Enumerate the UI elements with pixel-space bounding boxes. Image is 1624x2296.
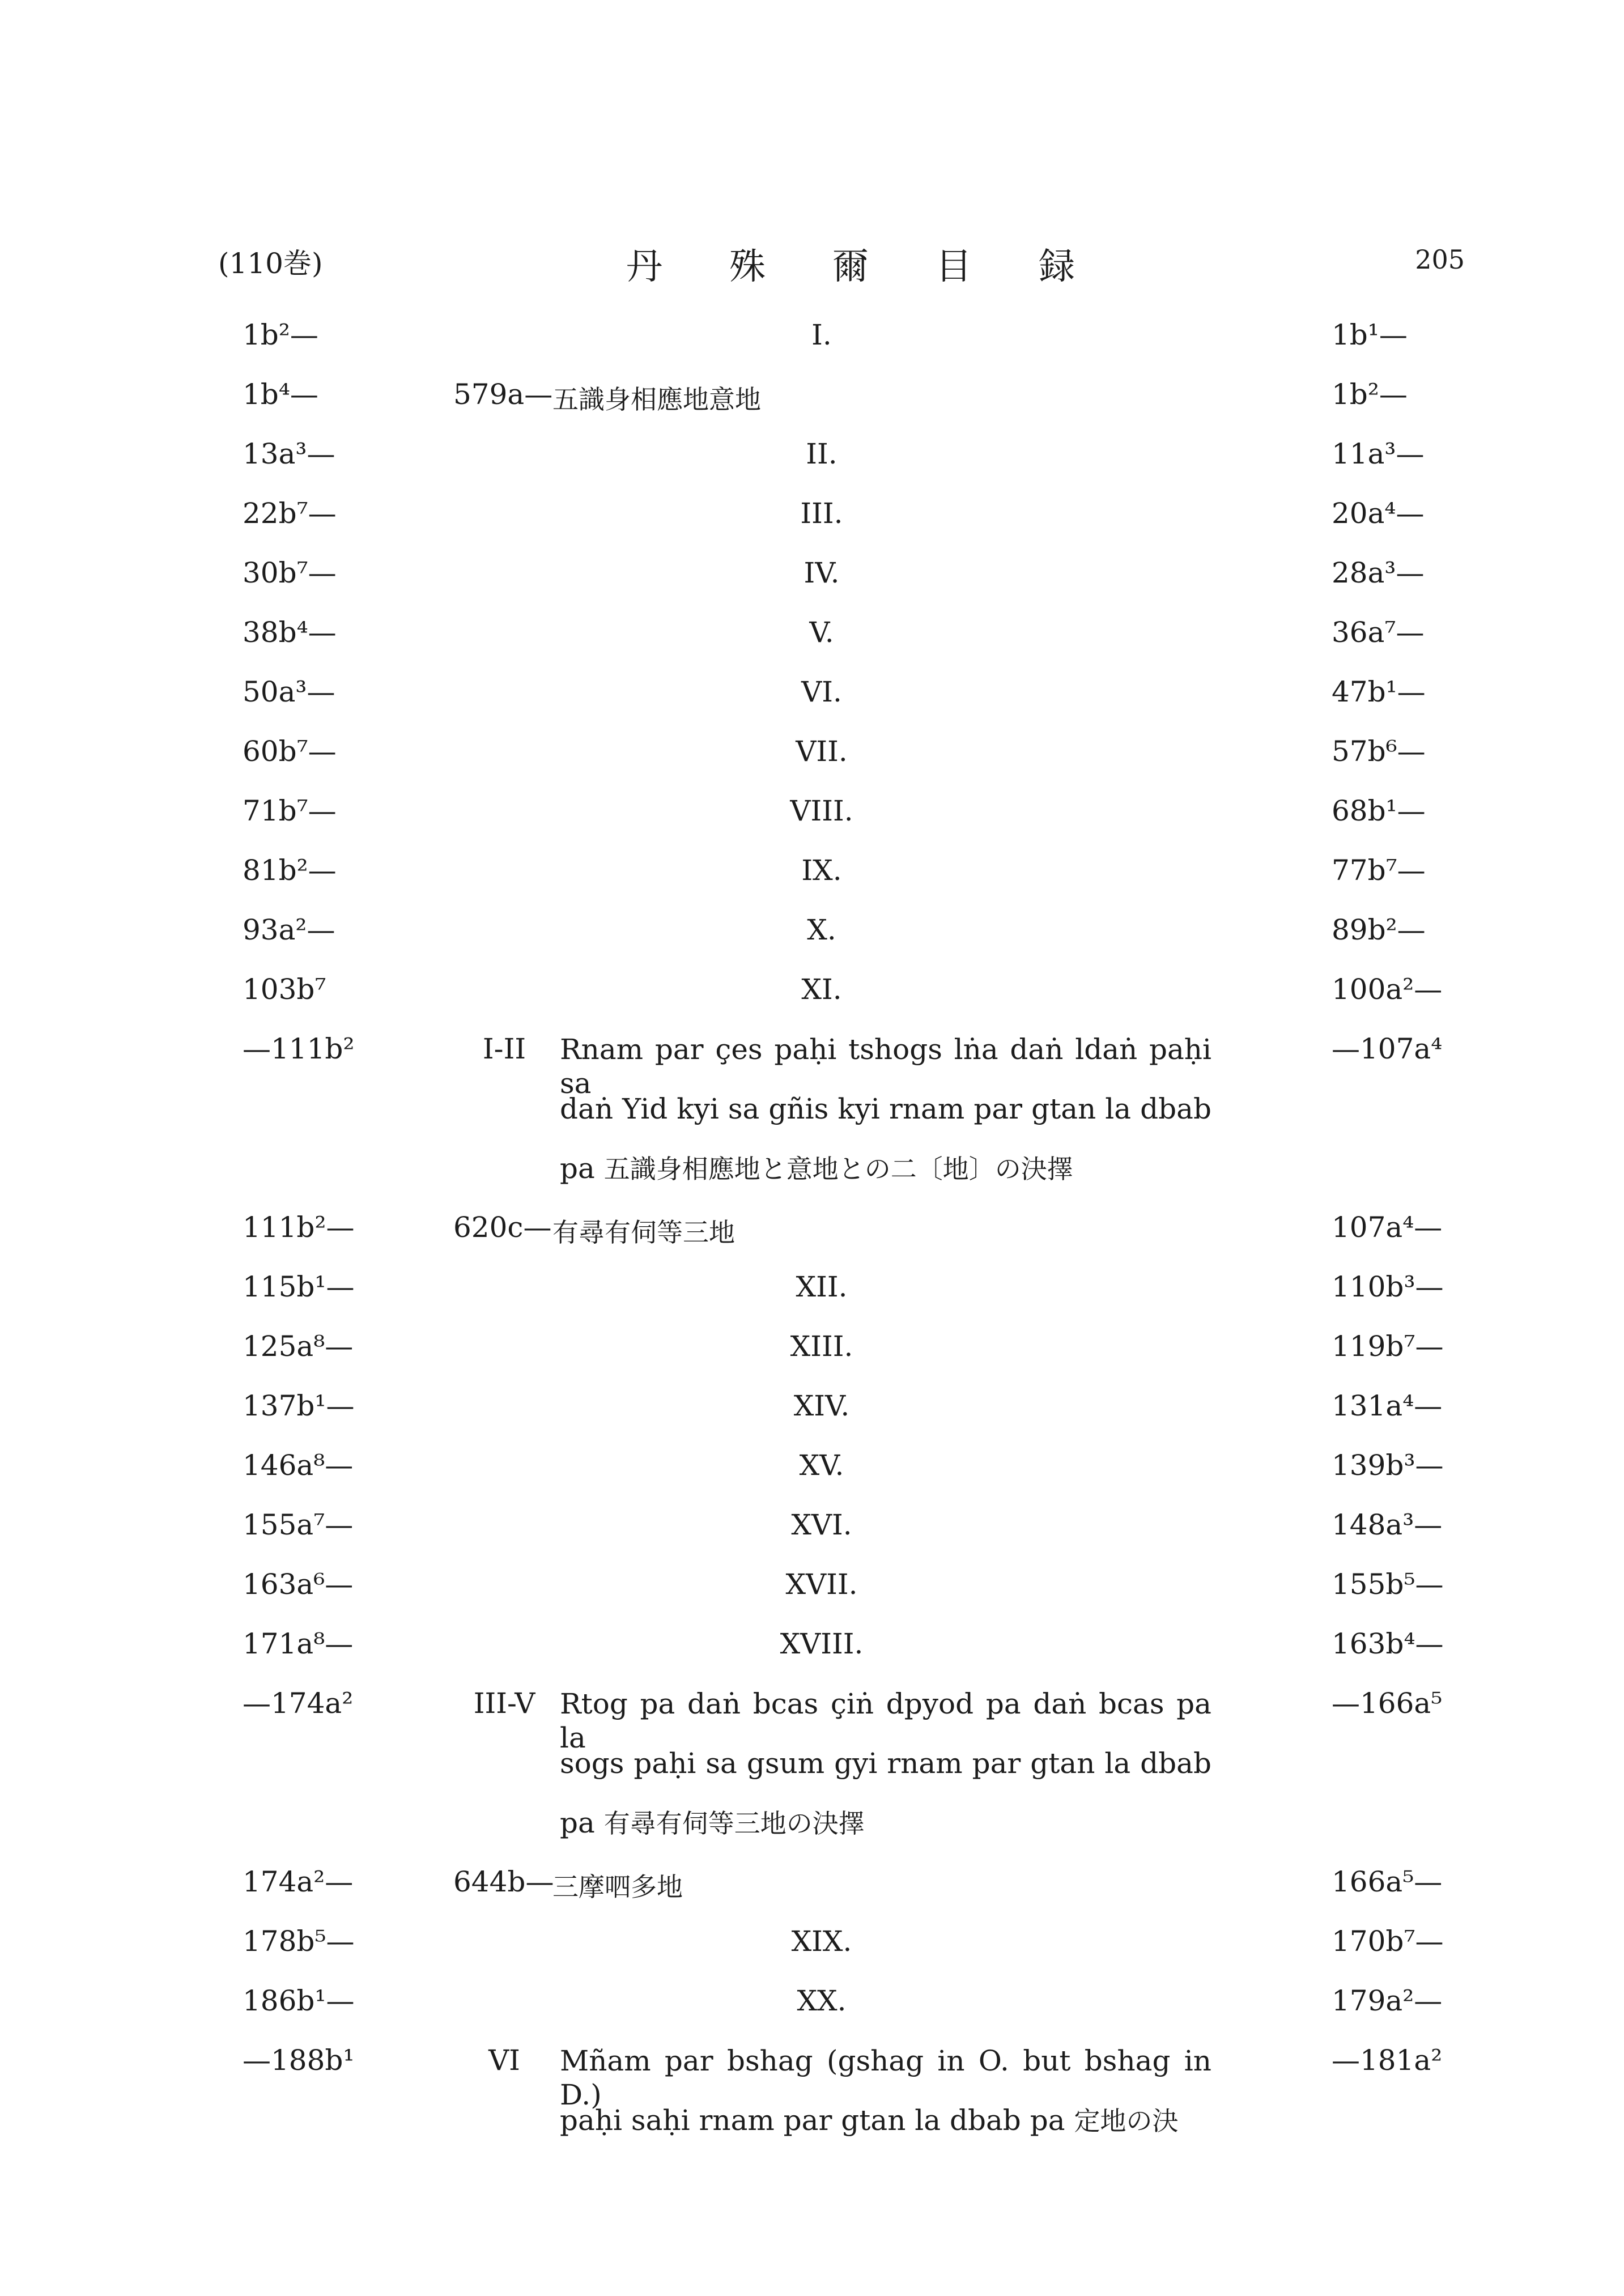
tibetan-title-line [560,2103,1211,2163]
left-folio: 137b¹— [243,1389,355,1422]
right-folio: 11a³— [1332,437,1425,470]
tibetan-title-line: Rnam par çes paḥi tshogs lṅa daṅ ldaṅ paḥi sa [560,1033,1211,1100]
section-range: I-II [482,1032,526,1065]
left-folio: 115b¹— [243,1270,355,1303]
right-folio: 47b¹— [1332,675,1426,708]
left-folio: 38b⁴— [243,616,337,649]
right-folio: —166a⁵ [1332,1687,1443,1720]
chapter-number: XVIII. [780,1627,864,1660]
chapter-number: IV. [804,556,840,589]
chapter-number: VII. [796,735,848,768]
left-folio: 174a²— [243,1865,354,1898]
page-title: 丹殊爾目録 [626,246,1142,288]
right-folio: 107a⁴— [1332,1211,1443,1244]
tibetan-text: paḥi saḥi rnam par gtan la dbab pa [560,2104,1065,2137]
table-row [0,1972,1624,2031]
right-folio: 1b²— [1332,378,1408,411]
taisho-ref: 620c— [453,1211,552,1244]
table-row [0,1555,1624,1615]
left-folio: 60b⁷— [243,735,337,768]
chapter-number: XVI. [791,1508,852,1541]
japanese-gloss: 有尋有伺等三地の決擇 [603,1808,865,1839]
left-folio: —174a² [243,1687,354,1720]
right-folio: 1b¹— [1332,318,1408,351]
japanese-gloss: 定地の決 [1074,2106,1179,2136]
right-folio: 148a³— [1332,1508,1443,1541]
chapter-number: XIX. [791,1925,852,1958]
chapter-number: IX. [801,854,842,887]
chapter-number: VIII. [790,794,853,827]
right-folio: 179a²— [1332,1984,1443,2017]
tibetan-title-line: Mñam par bshag (gshag in O. but bshag in D.) [560,2044,1211,2111]
left-folio: 13a³— [243,437,335,470]
right-folio: 131a⁴— [1332,1389,1443,1422]
table-row [0,722,1624,782]
japanese-title: 三摩呬多地 [552,1872,683,1902]
chapter-number: III. [800,497,843,530]
chapter-number: VI. [801,675,842,708]
chapter-number: I. [811,318,832,351]
left-folio: 81b²— [243,854,337,887]
table-row [0,1020,1624,1198]
table-row [0,1496,1624,1555]
japanese-gloss: 五識身相應地と意地との二〔地〕の決擇 [603,1154,1073,1184]
left-folio: 163a⁶— [243,1568,354,1601]
chapter-number: XII. [796,1270,848,1303]
chapter-number: XV. [799,1449,844,1482]
catalog-table [0,306,1624,2210]
chapter-number: V. [809,616,834,649]
page-number: 205 [1415,244,1465,275]
table-row [0,1615,1624,1674]
tibetan-text: pa [560,1806,595,1839]
tibetan-text: pa [560,1152,595,1185]
right-folio: 110b³— [1332,1270,1444,1303]
tibetan-title-block [560,1032,1211,1211]
right-folio: 100a²— [1332,973,1443,1006]
table-row [0,484,1624,544]
tibetan-title-line: daṅ Yid kyi sa gñis kyi rnam par gtan la dbab [560,1092,1211,1125]
left-folio: 186b¹— [243,1984,355,2017]
table-row [0,782,1624,841]
chapter-number: X. [807,913,836,946]
table-row [0,1258,1624,1317]
table-row [0,425,1624,484]
chapter-number: II. [806,437,837,470]
left-folio: 71b⁷— [243,794,337,827]
right-folio: 77b⁷— [1332,854,1426,887]
left-folio: —188b¹ [243,2044,355,2077]
left-folio: 50a³— [243,675,335,708]
table-row [0,841,1624,901]
table-row [0,1853,1624,1912]
table-row [0,1198,1624,1258]
chapter-number: XIV. [793,1389,850,1422]
left-folio: 171a⁸— [243,1627,354,1660]
table-row [0,1317,1624,1377]
table-row [0,960,1624,1020]
left-folio: 178b⁵— [243,1925,355,1958]
table-row [0,1377,1624,1436]
right-folio: —107a⁴ [1332,1032,1443,1065]
left-folio: 103b⁷ [243,973,326,1006]
table-row [0,306,1624,365]
left-folio: 155a⁷— [243,1508,354,1541]
chapter-number: XIII. [790,1330,853,1363]
right-folio: 36a⁷— [1332,616,1425,649]
left-folio: 1b²— [243,318,318,351]
left-folio: 93a²— [243,913,335,946]
left-folio: 1b⁴— [243,378,318,411]
table-row [0,544,1624,603]
table-row [0,603,1624,663]
left-folio: 111b²— [243,1211,355,1244]
right-folio: 166a⁵— [1332,1865,1443,1898]
left-folio: 146a⁸— [243,1449,354,1482]
right-folio: 155b⁵— [1332,1568,1444,1601]
tibetan-title-line: Rtog pa daṅ bcas çiṅ dpyod pa daṅ bcas pa la [560,1687,1211,1754]
right-folio: 28a³— [1332,556,1425,589]
tibetan-title-block [560,1687,1211,1865]
right-folio: 119b⁷— [1332,1330,1444,1363]
section-range: III-V [473,1687,535,1720]
page-header [218,241,1465,292]
right-folio: 170b⁷— [1332,1925,1444,1958]
volume-label: (110巻) [218,247,323,280]
chapter-number: XVII. [785,1568,858,1601]
tibetan-title-block [560,2044,1211,2163]
section-range: VI [488,2044,520,2077]
table-row [0,1436,1624,1496]
left-folio: —111b² [243,1032,355,1065]
left-folio: 22b⁷— [243,497,337,530]
right-folio: 139b³— [1332,1449,1444,1482]
japanese-title: 有尋有伺等三地 [552,1217,735,1248]
taisho-ref: 644b— [453,1865,554,1898]
chapter-number: XX. [797,1984,847,2017]
table-row [0,365,1624,425]
left-folio: 30b⁷— [243,556,337,589]
table-row [0,1674,1624,1853]
left-folio: 125a⁸— [243,1330,354,1363]
tibetan-title-line: sogs paḥi sa gsum gyi rnam par gtan la dbab [560,1747,1211,1780]
right-folio: 89b²— [1332,913,1426,946]
right-folio: 68b¹— [1332,794,1426,827]
table-row [0,663,1624,722]
table-row [0,2031,1624,2210]
right-folio: 20a⁴— [1332,497,1425,530]
taisho-ref: 579a— [453,378,553,411]
right-folio: —181a² [1332,2044,1443,2077]
chapter-number: XI. [801,973,842,1006]
table-row [0,901,1624,960]
japanese-title: 五識身相應地意地 [552,384,761,415]
right-folio: 57b⁶— [1332,735,1426,768]
right-folio: 163b⁴— [1332,1627,1444,1660]
table-row [0,1912,1624,1972]
